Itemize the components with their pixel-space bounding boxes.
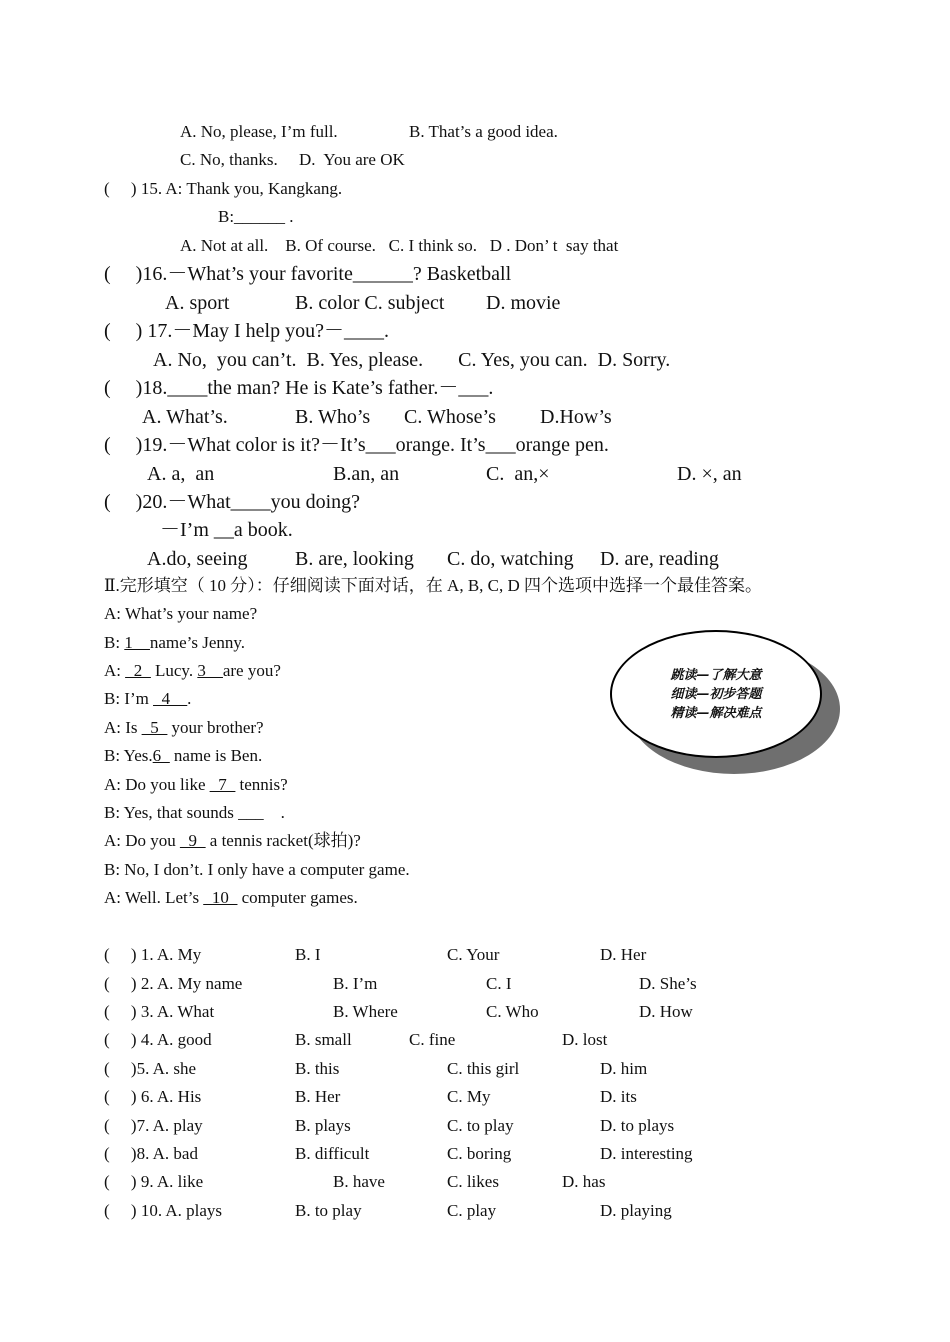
cloze-question-option-a: ( ) 9. A. like [104, 1172, 204, 1191]
cloze-option-d: D. Her [600, 945, 647, 964]
q16-stem: ( )16.－What’s your favorite______? Basketball [104, 263, 512, 285]
cloze-option-d: D. How [639, 1002, 693, 1021]
dialog-blank: 1__ [124, 633, 150, 652]
dialog-line [104, 719, 264, 736]
dialog-text: B: No, I don’t. I only have a computer game. [104, 860, 410, 879]
q15-stem: ( ) 15. A: Thank you, Kangkang. [104, 179, 343, 198]
q14-option-b: B. That’s a good idea. [409, 122, 558, 141]
q20-option-b: B. are, looking [295, 548, 414, 570]
q17-options: A. No, you can’t. B. Yes, please. C. Yes, you can. D. Sorry. [153, 349, 671, 371]
q16-option-bc: B. color C. subject [295, 292, 445, 314]
q15-answer-line: B:______ . [218, 207, 294, 226]
cloze-question-option-a: ( )8. A. bad [104, 1144, 198, 1163]
cloze-question-option-a: ( ) 10. A. plays [104, 1201, 223, 1220]
cloze-option-c: C. play [447, 1201, 497, 1220]
q20-stem-reply: －I’m __a book. [160, 519, 293, 541]
dialog-text: a tennis racket(球拍)? [205, 831, 361, 850]
cloze-option-c: C. Your [447, 945, 500, 964]
cloze-option-c: C. I [486, 974, 512, 993]
cloze-option-d: D. lost [562, 1030, 608, 1049]
cloze-option-b: B. this [295, 1059, 340, 1078]
dialog-text: are you? [222, 661, 281, 680]
cloze-question-option-a: ( ) 1. A. My [104, 945, 202, 964]
cloze-option-c: C. My [447, 1087, 491, 1106]
dialog-text: A: Do you like [104, 775, 210, 794]
cloze-question-option-a: ( ) 3. A. What [104, 1002, 215, 1021]
cloze-option-b: B. to play [295, 1201, 362, 1220]
q20-option-a: A.do, seeing [147, 548, 248, 570]
cloze-option-c: C. Who [486, 1002, 539, 1021]
dialog-blank: _7_ [209, 775, 236, 794]
dialog-line [104, 605, 257, 622]
dialog-text: . [187, 689, 192, 708]
q20-option-d: D. are, reading [600, 548, 719, 570]
dialog-line [104, 832, 361, 849]
dialog-blank: 3__ [197, 661, 223, 680]
dialog-blank: _4__ [153, 689, 188, 708]
cloze-option-d: D. to plays [600, 1116, 675, 1135]
dialog-line [104, 804, 285, 821]
q19-option-b: B.an, an [333, 463, 400, 485]
reading-tips-bubble [610, 630, 822, 758]
dialog-text: Lucy. [150, 661, 198, 680]
cloze-option-b: B. I’m [333, 974, 378, 993]
dialog-text: A: [104, 661, 126, 680]
q19-stem: ( )19.－What color is it?－It’s___orange. It’s___orange pen. [104, 434, 609, 456]
q16-option-a: A. sport [165, 292, 230, 314]
dialog-blank: _10_ [203, 888, 238, 907]
cloze-option-b: B. I [295, 945, 321, 964]
dialog-line [104, 861, 410, 878]
dialog-text: computer games. [237, 888, 358, 907]
cloze-option-d: D. interesting [600, 1144, 693, 1163]
dialog-text: B: Yes. [104, 746, 153, 765]
dialog-text: A: What’s your name? [104, 604, 258, 623]
q18-option-b: B. Who’s [295, 406, 371, 428]
dialog-blank: _5_ [141, 718, 168, 737]
q15-options: A. Not at all. B. Of course. C. I think so. D . Don’ t say that [180, 236, 619, 255]
cloze-question-option-a: ( ) 4. A. good [104, 1030, 212, 1049]
dialog-line [104, 634, 245, 651]
cloze-option-d: D. has [562, 1172, 606, 1191]
q19-option-d: D. ×, an [677, 463, 742, 485]
cloze-question-option-a: ( )5. A. she [104, 1059, 197, 1078]
cloze-option-c: C. boring [447, 1144, 512, 1163]
dialog-text: B: [104, 633, 125, 652]
q16-option-d: D. movie [486, 292, 561, 314]
cloze-option-d: D. She’s [639, 974, 697, 993]
dialog-blank: _2_ [125, 661, 151, 680]
cloze-question-option-a: ( ) 6. A. His [104, 1087, 202, 1106]
dialog-blank: _9_ [180, 831, 206, 850]
q20-stem: ( )20.－What____you doing? [104, 491, 361, 513]
tip-scan: 精读—解决难点 [670, 705, 762, 721]
dialog-text: A: Well. Let’s [104, 888, 204, 907]
q18-option-d: D.How’s [540, 406, 612, 428]
q20-option-c: C. do, watching [447, 548, 574, 570]
dialog-line [104, 889, 358, 906]
cloze-option-b: B. Where [333, 1002, 398, 1021]
dialog-text: name’s Jenny. [149, 633, 246, 652]
cloze-question-option-a: ( ) 2. A. My name [104, 974, 243, 993]
q14-option-a: A. No, please, I’m full. [180, 122, 338, 141]
q19-option-a: A. a, an [147, 463, 215, 485]
q17-stem: ( ) 17.－May I help you?－____. [104, 320, 389, 342]
cloze-question-option-a: ( )7. A. play [104, 1116, 203, 1135]
cloze-option-c: C. likes [447, 1172, 499, 1191]
dialog-text: name is Ben. [169, 746, 263, 765]
section-heading: Ⅱ.完形填空（ 10 分）：仔细阅读下面对话，在 A, B, C, D 四个选项中选择一个最佳答案。 [104, 576, 763, 595]
cloze-option-d: D. him [600, 1059, 648, 1078]
dialog-text: your brother? [167, 718, 264, 737]
cloze-option-b: B. Her [295, 1087, 341, 1106]
dialog-text: A: Is [104, 718, 142, 737]
dialog-line [104, 690, 191, 707]
q18-stem: ( )18.____the man? He is Kate’s father.－___. [104, 377, 494, 399]
cloze-option-d: D. its [600, 1087, 637, 1106]
dialog-text: A: Do you [104, 831, 181, 850]
dialog-blank: 6_ [152, 746, 170, 765]
dialog-line [104, 747, 262, 764]
tip-skim: 跳读—了解大意 [670, 667, 762, 683]
cloze-option-c: C. to play [447, 1116, 514, 1135]
q18-option-a: A. What’s. [142, 406, 228, 428]
dialog-text: B: Yes, that sounds ___ . [104, 803, 285, 822]
dialog-text: B: I’m [104, 689, 154, 708]
cloze-option-c: C. this girl [447, 1059, 520, 1078]
q18-option-c: C. Whose’s [404, 406, 496, 428]
cloze-option-b: B. difficult [295, 1144, 370, 1163]
tip-read: 细读—初步答题 [670, 686, 762, 702]
dialog-line [104, 776, 288, 793]
cloze-option-b: B. small [295, 1030, 352, 1049]
cloze-option-b: B. have [333, 1172, 385, 1191]
cloze-option-d: D. playing [600, 1201, 672, 1220]
q14-options-cd: C. No, thanks. D. You are OK [180, 150, 405, 169]
dialog-line [104, 662, 281, 679]
cloze-option-b: B. plays [295, 1116, 351, 1135]
cloze-option-c: C. fine [409, 1030, 456, 1049]
dialog-text: tennis? [235, 775, 288, 794]
q19-option-c: C. an,× [486, 463, 550, 485]
